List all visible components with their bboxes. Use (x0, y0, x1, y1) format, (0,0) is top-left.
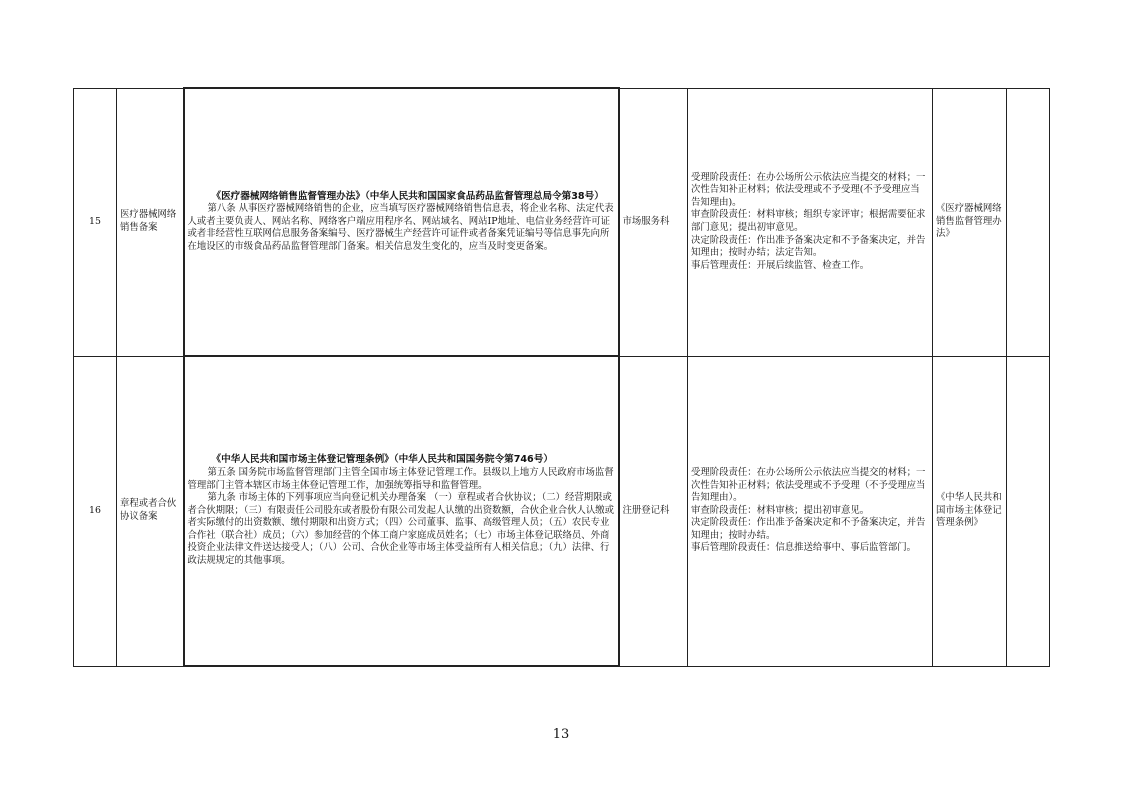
remarks (1007, 356, 1050, 666)
law-paragraph: 第九条 市场主体的下列事项应当向登记机关办理备案 （一）章程或者合伙协议；（二）经营期限或者合伙期限；（三）有限责任公司股东或者股份有限公司发起人认缴的出资数额，合伙企业合伙人认缴或者实际缴付的出资数额、缴付期限和出资方式；（四）公司董事、监事、高级管理人员；（五）农民专业合作社（联合社）成员；（六）参加经营的个体工商户家庭成员姓名；（七）市场主体登记联络员、外商投资企业法律文件送达接受人；（八）公司、合伙企业等市场主体受益所有人相关信息；（九）法律、行政法规规定的其他事项。 (187, 492, 615, 567)
table-row (74, 356, 1050, 666)
responsibility-item: 受理阶段责任：在办公场所公示依法应当提交的材料；一次性告知补正材料；依法受理或不予受理（不予受理应当告知理由）。 (691, 466, 926, 504)
law-title: 《中华人民共和国市场主体登记管理条例》（中华人民共和国国务院令第746号） (211, 454, 553, 466)
table-row (74, 88, 1050, 356)
department: 市场服务科 (619, 88, 688, 356)
responsibilities-cell (688, 88, 933, 356)
remarks (1007, 88, 1050, 356)
item-name: 章程或者合伙协议备案 (117, 356, 184, 666)
legal-basis-cell (184, 88, 619, 356)
row-number: 16 (74, 356, 117, 666)
responsibility-item: 事后管理责任：开展后续监管、检查工作。 (691, 259, 870, 271)
row-number: 15 (74, 88, 117, 356)
item-name: 医疗器械网络销售备案 (117, 88, 184, 356)
responsibility-item: 事后管理阶段责任：信息推送给事中、事后监管部门。 (691, 542, 917, 554)
responsibilities-cell (688, 356, 933, 666)
legal-basis-cell (184, 356, 619, 666)
basis-reference: 《医疗器械网络销售监督管理办法》 (933, 88, 1007, 356)
responsibility-item: 审查阶段责任：材料审核；提出初审意见。 (691, 504, 870, 516)
responsibility-item: 决定阶段责任：作出准予备案决定和不予备案决定，并告知理由；按时办结。 (691, 517, 926, 541)
law-paragraph: 第五条 国务院市场监督管理部门主管全国市场主体登记管理工作。县级以上地方人民政府市场监督管理部门主管本辖区市场主体登记管理工作，加强统筹指导和监督管理。 (187, 466, 614, 491)
responsibility-item: 决定阶段责任：作出准予备案决定和不予备案决定，并告知理由；按时办结；法定告知。 (691, 234, 926, 259)
law-title: 《医疗器械网络销售监督管理办法》（中华人民共和国国家食品药品监督管理总局令第38号） (211, 190, 604, 202)
department: 注册登记科 (619, 356, 688, 666)
law-paragraph: 第八条 从事医疗器械网络销售的企业，应当填写医疗器械网络销售信息表，将企业名称、法定代表人或者主要负责人、网站名称、网络客户端应用程序名、网站域名、网站IP地址、电信业务经营许可证或者非经营性互联网信息服务备案编号、医疗器械生产经营许可证件或者备案凭证编号等信息事先向所在地设区的市级食品药品监督管理部门备案。相关信息发生变化的，应当及时变更备案。 (187, 203, 614, 252)
duty-table (73, 87, 1050, 667)
responsibility-item: 审查阶段责任：材料审核；组织专家评审；根据需要征求部门意见；提出初审意见。 (691, 209, 926, 233)
responsibility-item: 受理阶段责任：在办公场所公示依法应当提交的材料；一次性告知补正材料；依法受理或不予受理(不予受理应当告知理由)。 (691, 171, 926, 208)
page-number: 13 (552, 727, 570, 742)
basis-reference: 《中华人民共和国市场主体登记管理条例》 (933, 356, 1007, 666)
